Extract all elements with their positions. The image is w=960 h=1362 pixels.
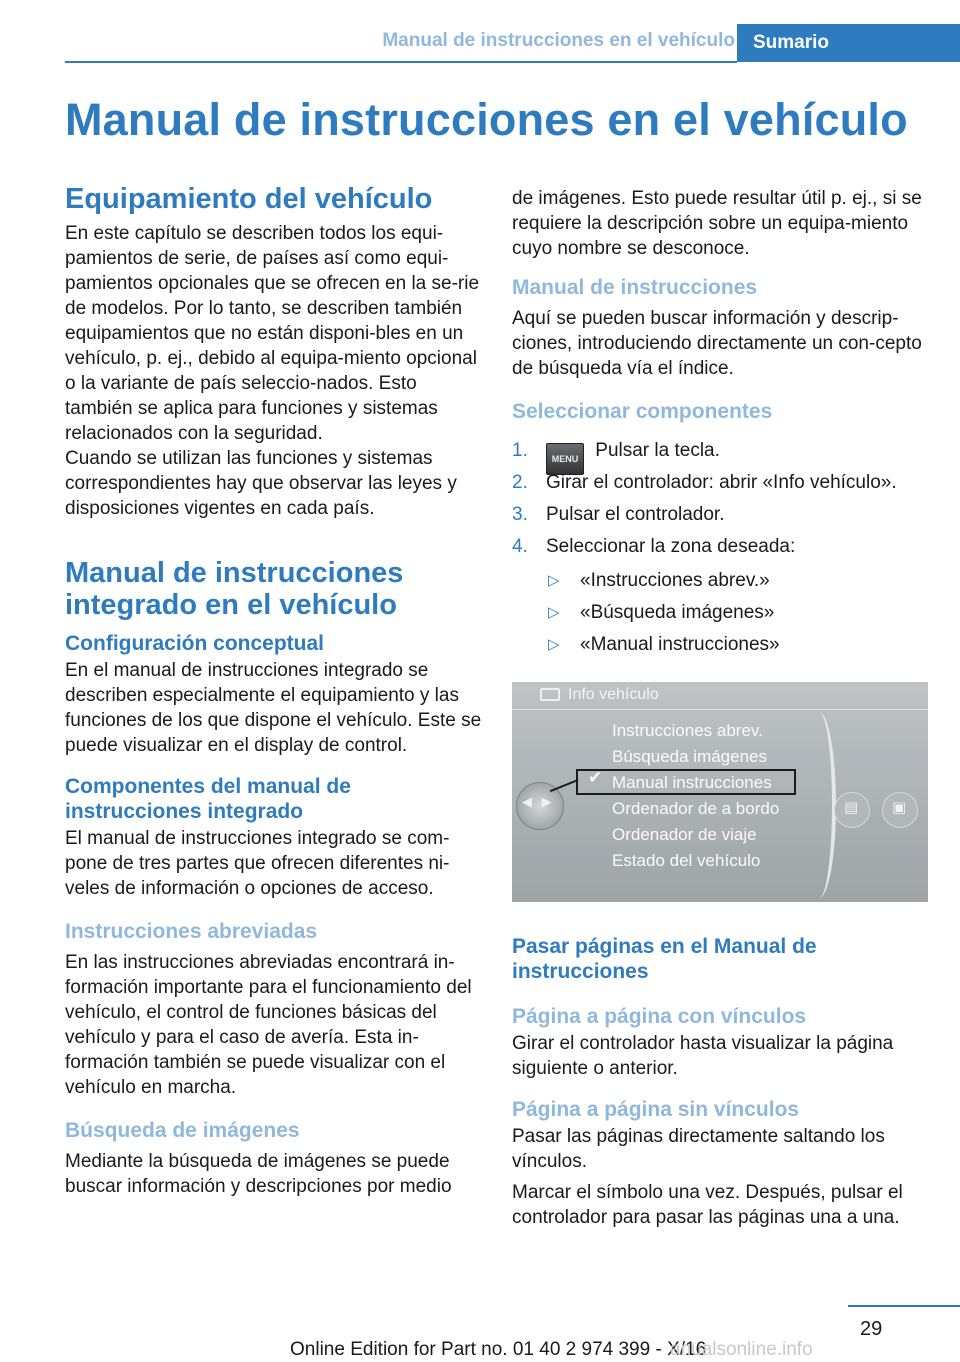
components-heading: Componentes del manual de instrucciones integrado [65,775,351,823]
step-text: Seleccionar la zona deseada: [546,536,796,557]
right-column [512,186,930,1240]
triangle-bullet-icon: ▷ [548,636,560,653]
screen-menu-item[interactable]: Búsqueda imágenes [612,747,768,766]
screen-icon: ▣ [892,799,907,816]
step-text: Pulsar la tecla. [595,440,720,461]
short-instructions-heading: Instrucciones abreviadas [65,920,318,943]
header-rule [65,61,737,63]
menu-key-icon: MENU [546,443,584,475]
scroll-arc [802,712,836,898]
left-column [65,183,482,1209]
step-item [512,438,930,470]
step-number: 1. [512,440,528,461]
checkmark-icon: ✔ [588,768,603,787]
arrows-icon: ◀ ▶ [522,794,555,809]
screen-menu-item[interactable]: Ordenador de a bordo [612,799,780,818]
manual-text: Aquí se pueden buscar información y descrip-ciones, introduciendo directamente un con-cepto de búsqueda vía el índice. [512,308,922,379]
equip-text-2: Cuando se utilizan las funciones y sistemas correspondientes hay que observar las leyes y disposiciones vigentes en cada país. [65,448,457,519]
edition-text: Online Edition for Part no. 01 40 2 974 399 - X/16 [290,1339,707,1360]
options-list [512,568,930,664]
screen-menu-item[interactable]: Estado del vehículo [612,851,761,870]
step-number: 3. [512,504,528,525]
step-text: Girar el controlador: abrir «Info vehículo». [546,472,897,493]
tab-sumario[interactable]: Sumario [737,24,960,62]
step-number: 2. [512,472,528,493]
step-item [512,502,930,534]
steps-list [512,438,930,566]
step-text: Pulsar el controlador. [546,504,725,525]
gauge-icon: ▤ [844,799,859,816]
image-search-heading: Búsqueda de imágenes [65,1119,300,1142]
screen-separator [512,709,928,710]
without-links-heading: Página a página sin vínculos [512,1098,800,1121]
triangle-bullet-icon: ▷ [548,572,560,589]
step-number: 4. [512,536,528,557]
concept-heading: Configuración conceptual [65,632,325,655]
image-search-text: Mediante la búsqueda de imágenes se puede buscar información y descripciones por medio [65,1151,452,1197]
integrated-heading: Manual de instrucciones integrado en el vehículo [65,557,404,621]
header-section-title: Manual de instrucciones en el vehículo [382,30,735,51]
control-display-screenshot [512,682,928,902]
equip-heading: Equipamiento del vehículo [65,183,433,215]
option-item: ▷ «Búsqueda imágenes» [548,602,775,623]
watermark: anualsonline.info [670,1339,813,1360]
components-text: El manual de instrucciones integrado se com-pone de tres partes que ofrecen diferentes ni-veles de información o opciones de acceso. [65,828,450,899]
footer-rule [848,1305,960,1307]
with-links-text: Girar el controlador hasta visualizar la página siguiente o anterior. [512,1033,894,1079]
step-item [512,534,930,566]
option-item: ▷ «Manual instrucciones» [548,634,780,655]
screen-menu-item[interactable]: Instrucciones abrev. [612,721,763,740]
paging-heading: Pasar páginas en el Manual de instrucciones [512,935,817,983]
page-title: Manual de instrucciones en el vehículo [65,94,908,145]
image-search-continued: de imágenes. Esto puede resultar útil p. ej., si se requiere la descripción sobre un equipa-miento cuyo nombre se desconoce. [512,188,922,259]
short-instructions-text: En las instrucciones abreviadas encontrará in-formación importante para el funcionamiento del vehículo, el control de funciones básicas del vehículo y para el caso de avería. Esta in-formación también se puede visualizar con el vehículo en marcha. [65,952,472,1098]
manual-heading: Manual de instrucciones [512,276,758,299]
page-number: 29 [860,1318,883,1340]
screen-menu [612,718,779,874]
screen-title: Info vehículo [568,686,659,703]
equip-text: En este capítulo se describen todos los equi-pamientos de serie, de países así como equi-pamientos opcionales que se ofrecen en la se-rie de modelos. Por lo tanto, se describen también equipamientos que no están disponi-bles en un vehículo, p. ej., debido al equipa-miento opcional o la variante de país seleccio-nados. Esto también se aplica para funciones y sistemas relacionados con la seguridad. [65,223,480,444]
screen-menu-item[interactable]: Ordenador de viaje [612,825,757,844]
concept-text: En el manual de instrucciones integrado se describen especialmente el equipamiento y las funciones de los que dispone el vehículo. Este se puede visualizar en el display de control. [65,660,482,756]
select-components-heading: Seleccionar componentes [512,400,773,423]
without-links-text: Pasar las páginas directamente saltando los vínculos. [512,1126,885,1172]
option-item: ▷ «Instrucciones abrev.» [548,570,770,591]
screen-menu-item-selected[interactable]: Manual instrucciones [612,773,772,792]
triangle-bullet-icon: ▷ [548,604,560,621]
vehicle-info-icon [540,688,560,701]
with-links-heading: Página a página con vínculos [512,1005,807,1028]
without-links-text-2: Marcar el símbolo una vez. Después, pulsar el controlador para pasar las páginas una a una. [512,1182,903,1228]
step-item [512,470,930,502]
